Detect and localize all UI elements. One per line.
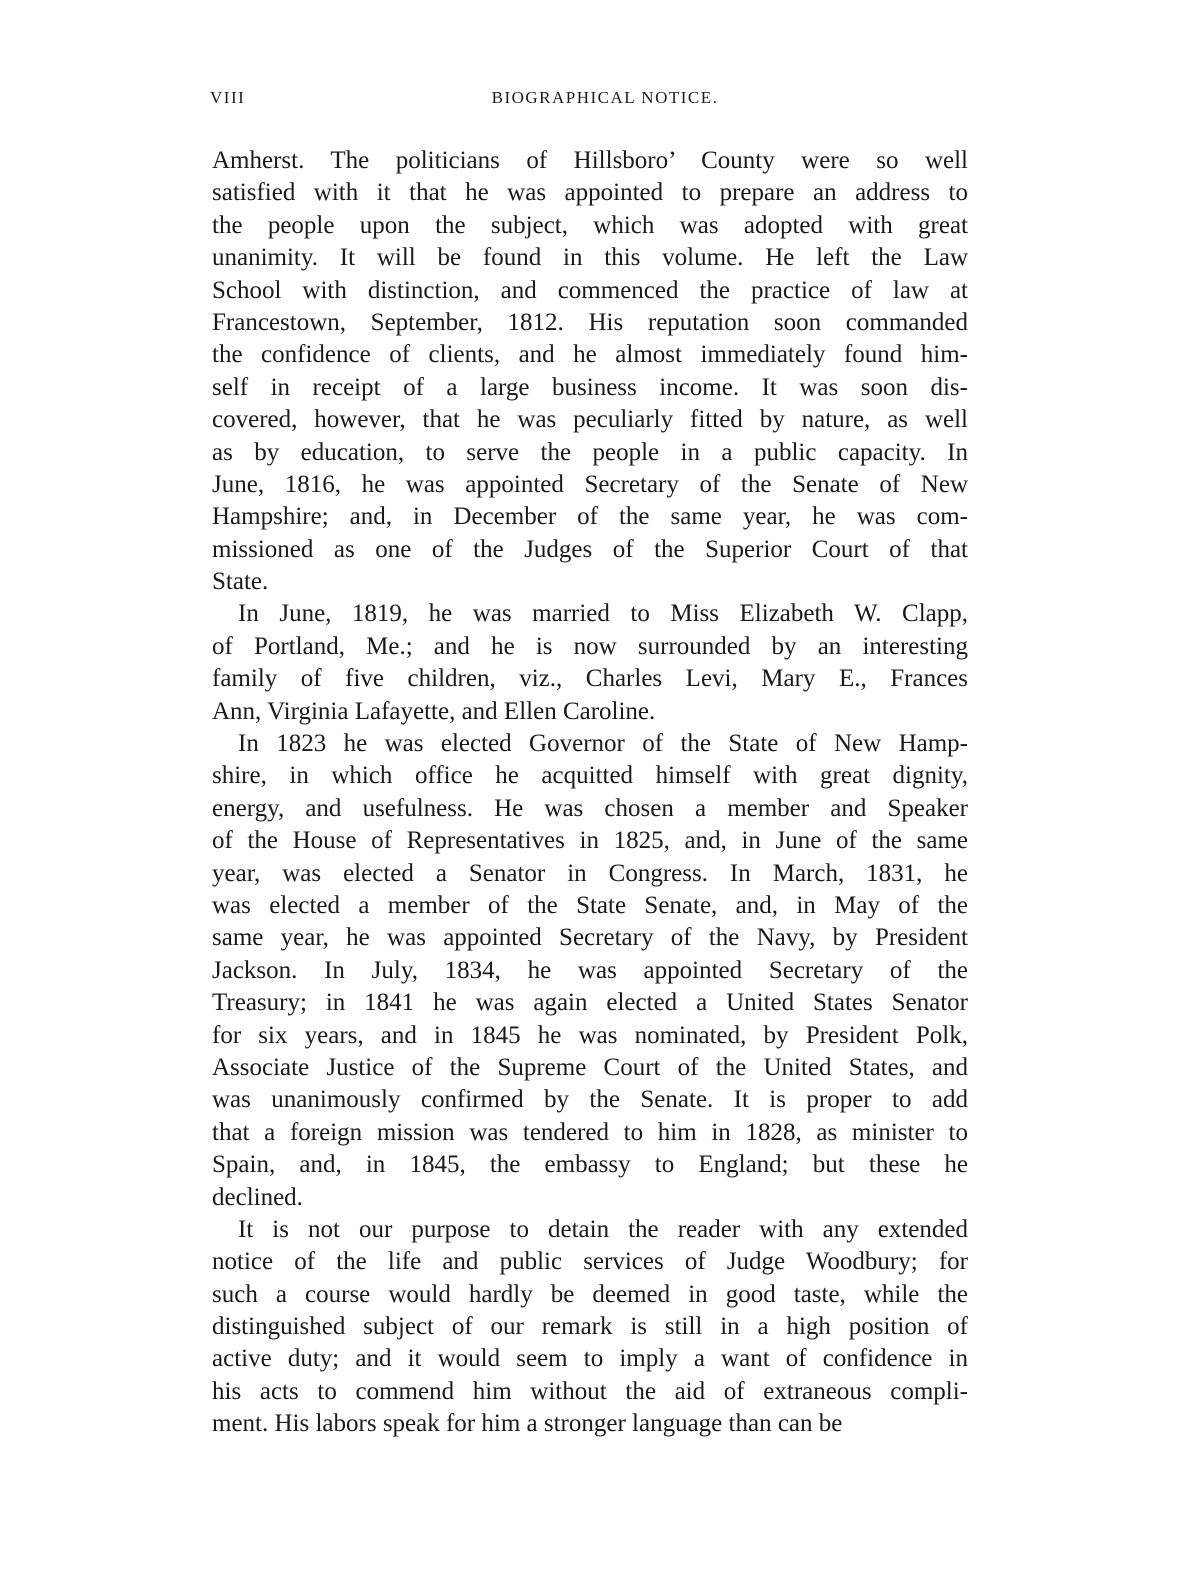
text-line: Jackson. In July, 1834, he was appointed Secretary of the xyxy=(212,956,968,984)
text-line: his acts to commend him without the aid of extraneous compli- xyxy=(212,1377,968,1405)
page-number: VIII xyxy=(210,88,246,107)
text-line: satisfied with it that he was appointed to prepare an address to xyxy=(212,179,968,207)
text-line: the confidence of clients, and he almost immediately found him- xyxy=(212,341,968,369)
text-line: same year, he was appointed Secretary of the Navy, by President xyxy=(212,924,968,952)
text-line: Associate Justice of the Supreme Court of the United States, and xyxy=(212,1053,968,1081)
text-line: ment. His labors speak for him a stronger language than can be xyxy=(212,1410,843,1438)
text-line: Ann, Virginia Lafayette, and Ellen Caroline. xyxy=(212,697,656,725)
text-line: of Portland, Me.; and he is now surrounded by an interesting xyxy=(212,632,968,660)
text-line: of the House of Representatives in 1825, and, in June of the same xyxy=(212,827,968,855)
text-line: shire, in which office he acquitted himself with great dignity, xyxy=(212,762,968,790)
text-line: notice of the life and public services of Judge Woodbury; for xyxy=(212,1248,968,1276)
text-line: active duty; and it would seem to imply a want of confidence in xyxy=(212,1345,968,1373)
text-line: for six years, and in 1845 he was nominated, by President Polk, xyxy=(212,1021,968,1049)
text-line: Amherst. The politicians of Hillsboro’ County were so well xyxy=(212,147,968,174)
text-line: unanimity. It will be found in this volume. He left the Law xyxy=(212,244,968,272)
text-line: as by education, to serve the people in a public capacity. In xyxy=(212,438,968,466)
text-line: distinguished subject of our remark is still in a high position of xyxy=(212,1313,968,1341)
text-line: In June, 1819, he was married to Miss Elizabeth W. Clapp, xyxy=(238,600,968,628)
text-line: year, was elected a Senator in Congress. In March, 1831, he xyxy=(212,859,968,887)
text-line: missioned as one of the Judges of the Superior Court of that xyxy=(212,535,968,563)
text-line: that a foreign mission was tendered to him in 1828, as minister to xyxy=(212,1118,968,1146)
text-line: In 1823 he was elected Governor of the State of New Hamp- xyxy=(238,730,968,758)
text-line: the people upon the subject, which was adopted with great xyxy=(212,211,968,239)
text-line: Hampshire; and, in December of the same year, he was com- xyxy=(212,503,968,531)
paragraph xyxy=(212,145,968,598)
text-line: was elected a member of the State Senate, and, in May of the xyxy=(212,891,968,919)
body-text xyxy=(212,145,968,1441)
text-line: declined. xyxy=(212,1183,303,1211)
text-line: Francestown, September, 1812. His reputation soon commanded xyxy=(212,308,968,336)
paragraph xyxy=(212,598,968,728)
running-title: BIOGRAPHICAL NOTICE. xyxy=(491,88,719,107)
running-head xyxy=(210,88,970,118)
text-line: covered, however, that he was peculiarly fitted by nature, as well xyxy=(212,406,968,434)
text-line: family of five children, viz., Charles Levi, Mary E., Frances xyxy=(212,665,968,693)
text-line: was unanimously confirmed by the Senate. It is proper to add xyxy=(212,1086,968,1114)
text-line: such a course would hardly be deemed in good taste, while the xyxy=(212,1280,968,1308)
text-line: self in receipt of a large business income. It was soon dis- xyxy=(212,373,968,401)
text-line: State. xyxy=(212,568,269,596)
text-line: School with distinction, and commenced the practice of law at xyxy=(212,276,968,304)
text-line: Treasury; in 1841 he was again elected a United States Senator xyxy=(212,989,968,1017)
text-line: energy, and usefulness. He was chosen a member and Speaker xyxy=(212,794,968,822)
paragraph xyxy=(212,728,968,1214)
text-line: It is not our purpose to detain the reader with any extended xyxy=(238,1215,968,1243)
text-line: June, 1816, he was appointed Secretary of the Senate of New xyxy=(212,470,968,498)
text-line: Spain, and, in 1845, the embassy to England; but these he xyxy=(212,1151,968,1179)
paragraph xyxy=(212,1214,968,1441)
